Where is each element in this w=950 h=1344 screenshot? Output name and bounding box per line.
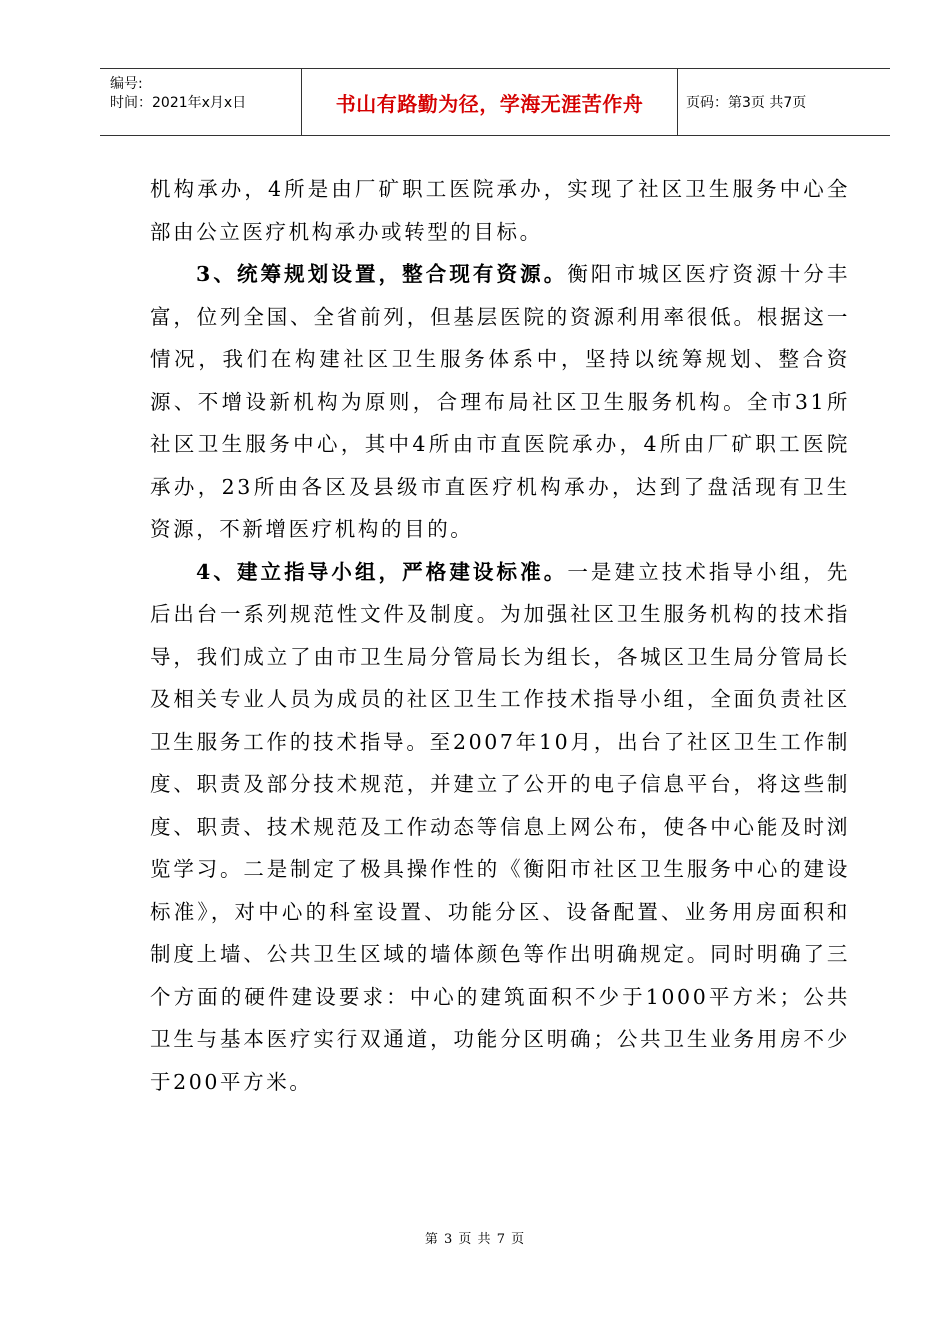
section-4-text: 一是建立技术指导小组，先后出台一系列规范性文件及制度。为加强社区卫生服务机构的技术指导，我们成立了由市卫生局分管局长为组长，各城区卫生局分管局长及相关专业人员为成员的社区卫生工作技术指导小组，全面负责社区卫生服务工作的技术指导。至2007年10月，出台了社区卫生工作制度、职责及部分技术规范，并建立了公开的电子信息平台，将这些制度、职责、技术规范及工作动态等信息上网公布，使各中心能及时浏览学习。二是制定了极具操作性的《衡阳市社区卫生服务中心的建设标准》，对中心的科室设置、功能分区、设备配置、业务用房面积和制度上墙、公共卫生区域的墙体颜色等作出明确规定。同时明确了三个方面的硬件建设要求：中心的建筑面积不少于1000平方米；公共卫生与基本医疗实行双通道，功能分区明确；公共卫生业务用房不少于200平方米。 xyxy=(150,559,850,1094)
page-header xyxy=(100,68,890,136)
section-4-heading: 4、建立指导小组，严格建设标准。 xyxy=(196,559,568,584)
page-footer xyxy=(0,1228,950,1247)
header-motto-cell xyxy=(302,69,678,135)
document-body xyxy=(150,168,850,1103)
section-3-text: 衡阳市城区医疗资源十分丰富，位列全国、全省前列，但基层医院的资源利用率很低。根据这一情况，我们在构建社区卫生服务体系中，坚持以统筹规划、整合资源、不增设新机构为原则，合理布局社区卫生服务机构。全市31所社区卫生服务中心，其中4所由市直医院承办，4所由厂矿职工医院承办，23所由各区及县级市直医疗机构承办，达到了盘活现有卫生资源，不新增医疗机构的目的。 xyxy=(150,262,850,541)
document-time-label: 时间：2021年x月x日 xyxy=(110,95,247,111)
header-motto: 书山有路勤为径，学海无涯苦作舟 xyxy=(335,91,644,116)
section-3-heading: 3、统筹规划设置，整合现有资源。 xyxy=(196,262,568,286)
footer-page-number: 第 3 页 共 7 页 xyxy=(424,1232,526,1247)
header-meta-cell xyxy=(100,69,302,135)
paragraph-section-4 xyxy=(150,551,850,1104)
paragraph-continuation xyxy=(150,168,850,253)
paragraph-text: 机构承办，4所是由厂矿职工医院承办，实现了社区卫生服务中心全部由公立医疗机构承办或转型的目标。 xyxy=(150,177,850,244)
header-page-number: 页码：第3页 共7页 xyxy=(686,95,807,111)
header-page-cell xyxy=(678,69,890,135)
paragraph-section-3 xyxy=(150,253,850,551)
document-number-label: 编号: xyxy=(110,76,143,92)
